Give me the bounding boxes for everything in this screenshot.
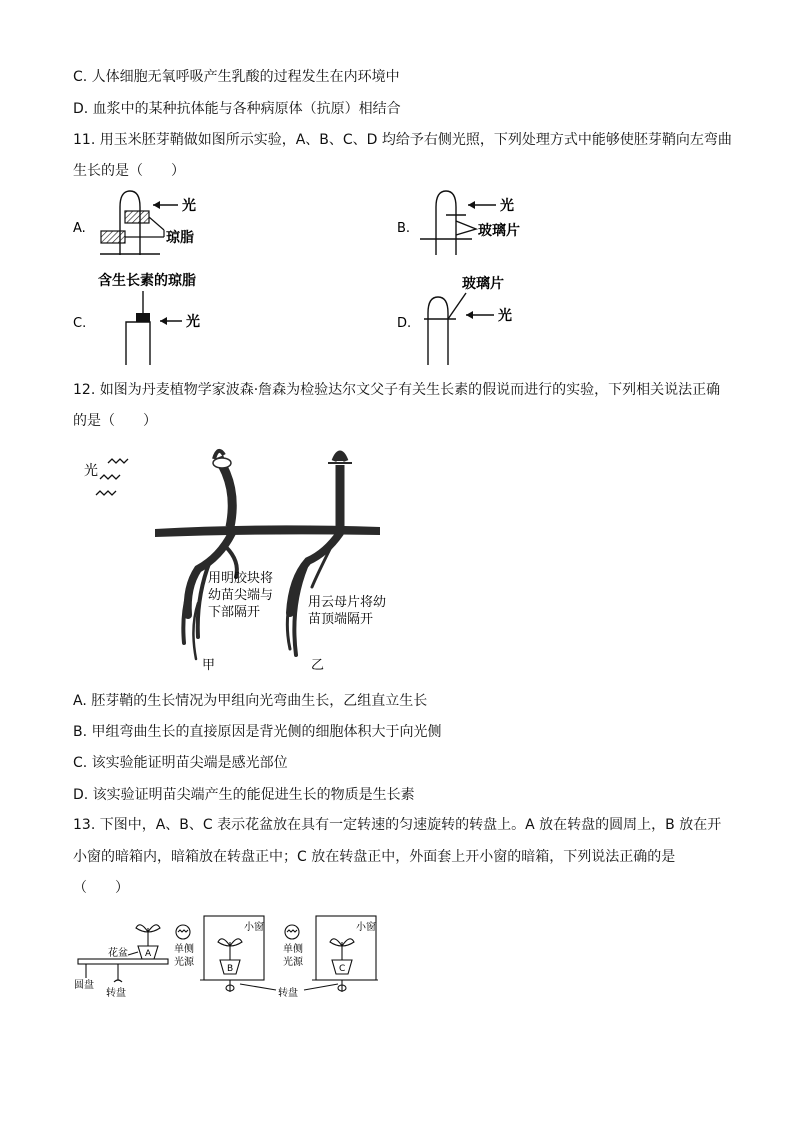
fig11-d-letter: D. <box>397 316 412 331</box>
fig13-turntable2-label: 转盘 <box>278 988 298 999</box>
q12-stem-line1: 12. 如图为丹麦植物学家波森·詹森为检验达尔文父子有关生长素的假说而进行的实验，下列相关说法正确 <box>73 382 721 398</box>
q11-stem-line2: 生长的是（ ） <box>73 163 185 179</box>
fig12-jia-label: 甲 <box>202 658 216 673</box>
q12-option-a: A. 胚芽鞘的生长情况为甲组向光弯曲生长，乙组直立生长 <box>73 693 428 709</box>
fig11-a-letter: A. <box>73 221 86 236</box>
q13-figure <box>0 908 794 1008</box>
fig11-c-light-label: 光 <box>186 314 200 330</box>
fig11-d-light-label: 光 <box>498 308 512 324</box>
q11-stem-line1: 11. 用玉米胚芽鞘做如图所示实验，A、B、C、D 均给予右侧光照，下列处理方式中能够使胚芽鞘向左弯曲 <box>73 132 732 148</box>
fig12-light-label: 光 <box>84 463 98 479</box>
fig13-a-label: A <box>145 949 152 959</box>
fig13-c-label: C <box>339 964 346 974</box>
fig13-turntable-label: 转盘 <box>106 988 126 999</box>
fig12-light-rays <box>96 459 128 495</box>
q12-figure <box>0 437 794 677</box>
fig11-b-glass-label: 玻璃片 <box>478 223 520 239</box>
fig13-disc <box>78 959 168 964</box>
option-d-line: D. 血浆中的某种抗体能与各种病原体（抗原）相结合 <box>73 101 401 117</box>
fig11-c-agar-label: 含生长素的琼脂 <box>98 273 196 289</box>
q11-figure <box>0 185 794 365</box>
fig13-labels: 花盆 <box>108 948 128 959</box>
fig11-b-letter: B. <box>397 221 411 236</box>
fig11-c-coleoptile <box>126 322 150 365</box>
fig11-a-agar-top <box>125 211 149 223</box>
fig11-d-coleoptile <box>424 293 466 365</box>
q12-option-c: C. 该实验能证明苗尖端是感光部位 <box>73 755 288 771</box>
option-c-line: C. 人体细胞无氧呼吸产生乳酸的过程发生在内环境中 <box>73 69 400 85</box>
q12-option-b: B. 甲组弯曲生长的直接原因是背光侧的细胞体积大于向光侧 <box>73 724 442 740</box>
fig12-soil <box>155 525 380 537</box>
fig13-light1-label: 单侧 光源 <box>174 944 194 968</box>
fig11-b-coleoptile <box>420 191 476 255</box>
fig13-disc-label: 圆盘 <box>74 980 94 991</box>
fig12-jia-note: 用明胶块将 幼苗尖端与 下部隔开 <box>208 571 274 620</box>
fig13-window2-label: 小窗 <box>356 922 376 933</box>
q13-stem-line1: 13. 下图中，A、B、C 表示花盆放在具有一定转速的匀速旋转的转盘上。A 放在转盘的圆周上，B 放在开 <box>73 817 722 833</box>
q12-option-d: D. 该实验证明苗尖端产生的能促进生长的物质是生长素 <box>73 787 415 803</box>
fig13-b-label: B <box>227 964 234 974</box>
fig11-a-light-label: 光 <box>182 198 196 214</box>
fig11-c-agar-block <box>136 313 150 322</box>
fig11-b-light-label: 光 <box>500 198 514 214</box>
fig11-a-agar-label: 琼脂 <box>166 230 194 246</box>
fig13-light2-label: 单侧 光源 <box>283 944 303 968</box>
q13-stem-line3: （ ） <box>73 880 129 896</box>
fig13-window1-label: 小窗 <box>244 922 264 933</box>
fig11-a-agar-bottom <box>101 231 125 243</box>
fig12-yi-roots <box>287 533 340 655</box>
fig12-yi-label: 乙 <box>311 658 325 673</box>
q12-stem-line2: 的是（ ） <box>73 413 157 429</box>
fig11-d-glass-label: 玻璃片 <box>462 276 504 292</box>
q13-stem-line2: 小窗的暗箱内，暗箱放在转盘正中；C 放在转盘正中，外面套上开小窗的暗箱，下列说法正确的是 <box>73 849 676 865</box>
fig12-yi-note: 用云母片将幼 苗顶端隔开 <box>308 595 387 627</box>
fig11-c-letter: C. <box>73 316 87 331</box>
